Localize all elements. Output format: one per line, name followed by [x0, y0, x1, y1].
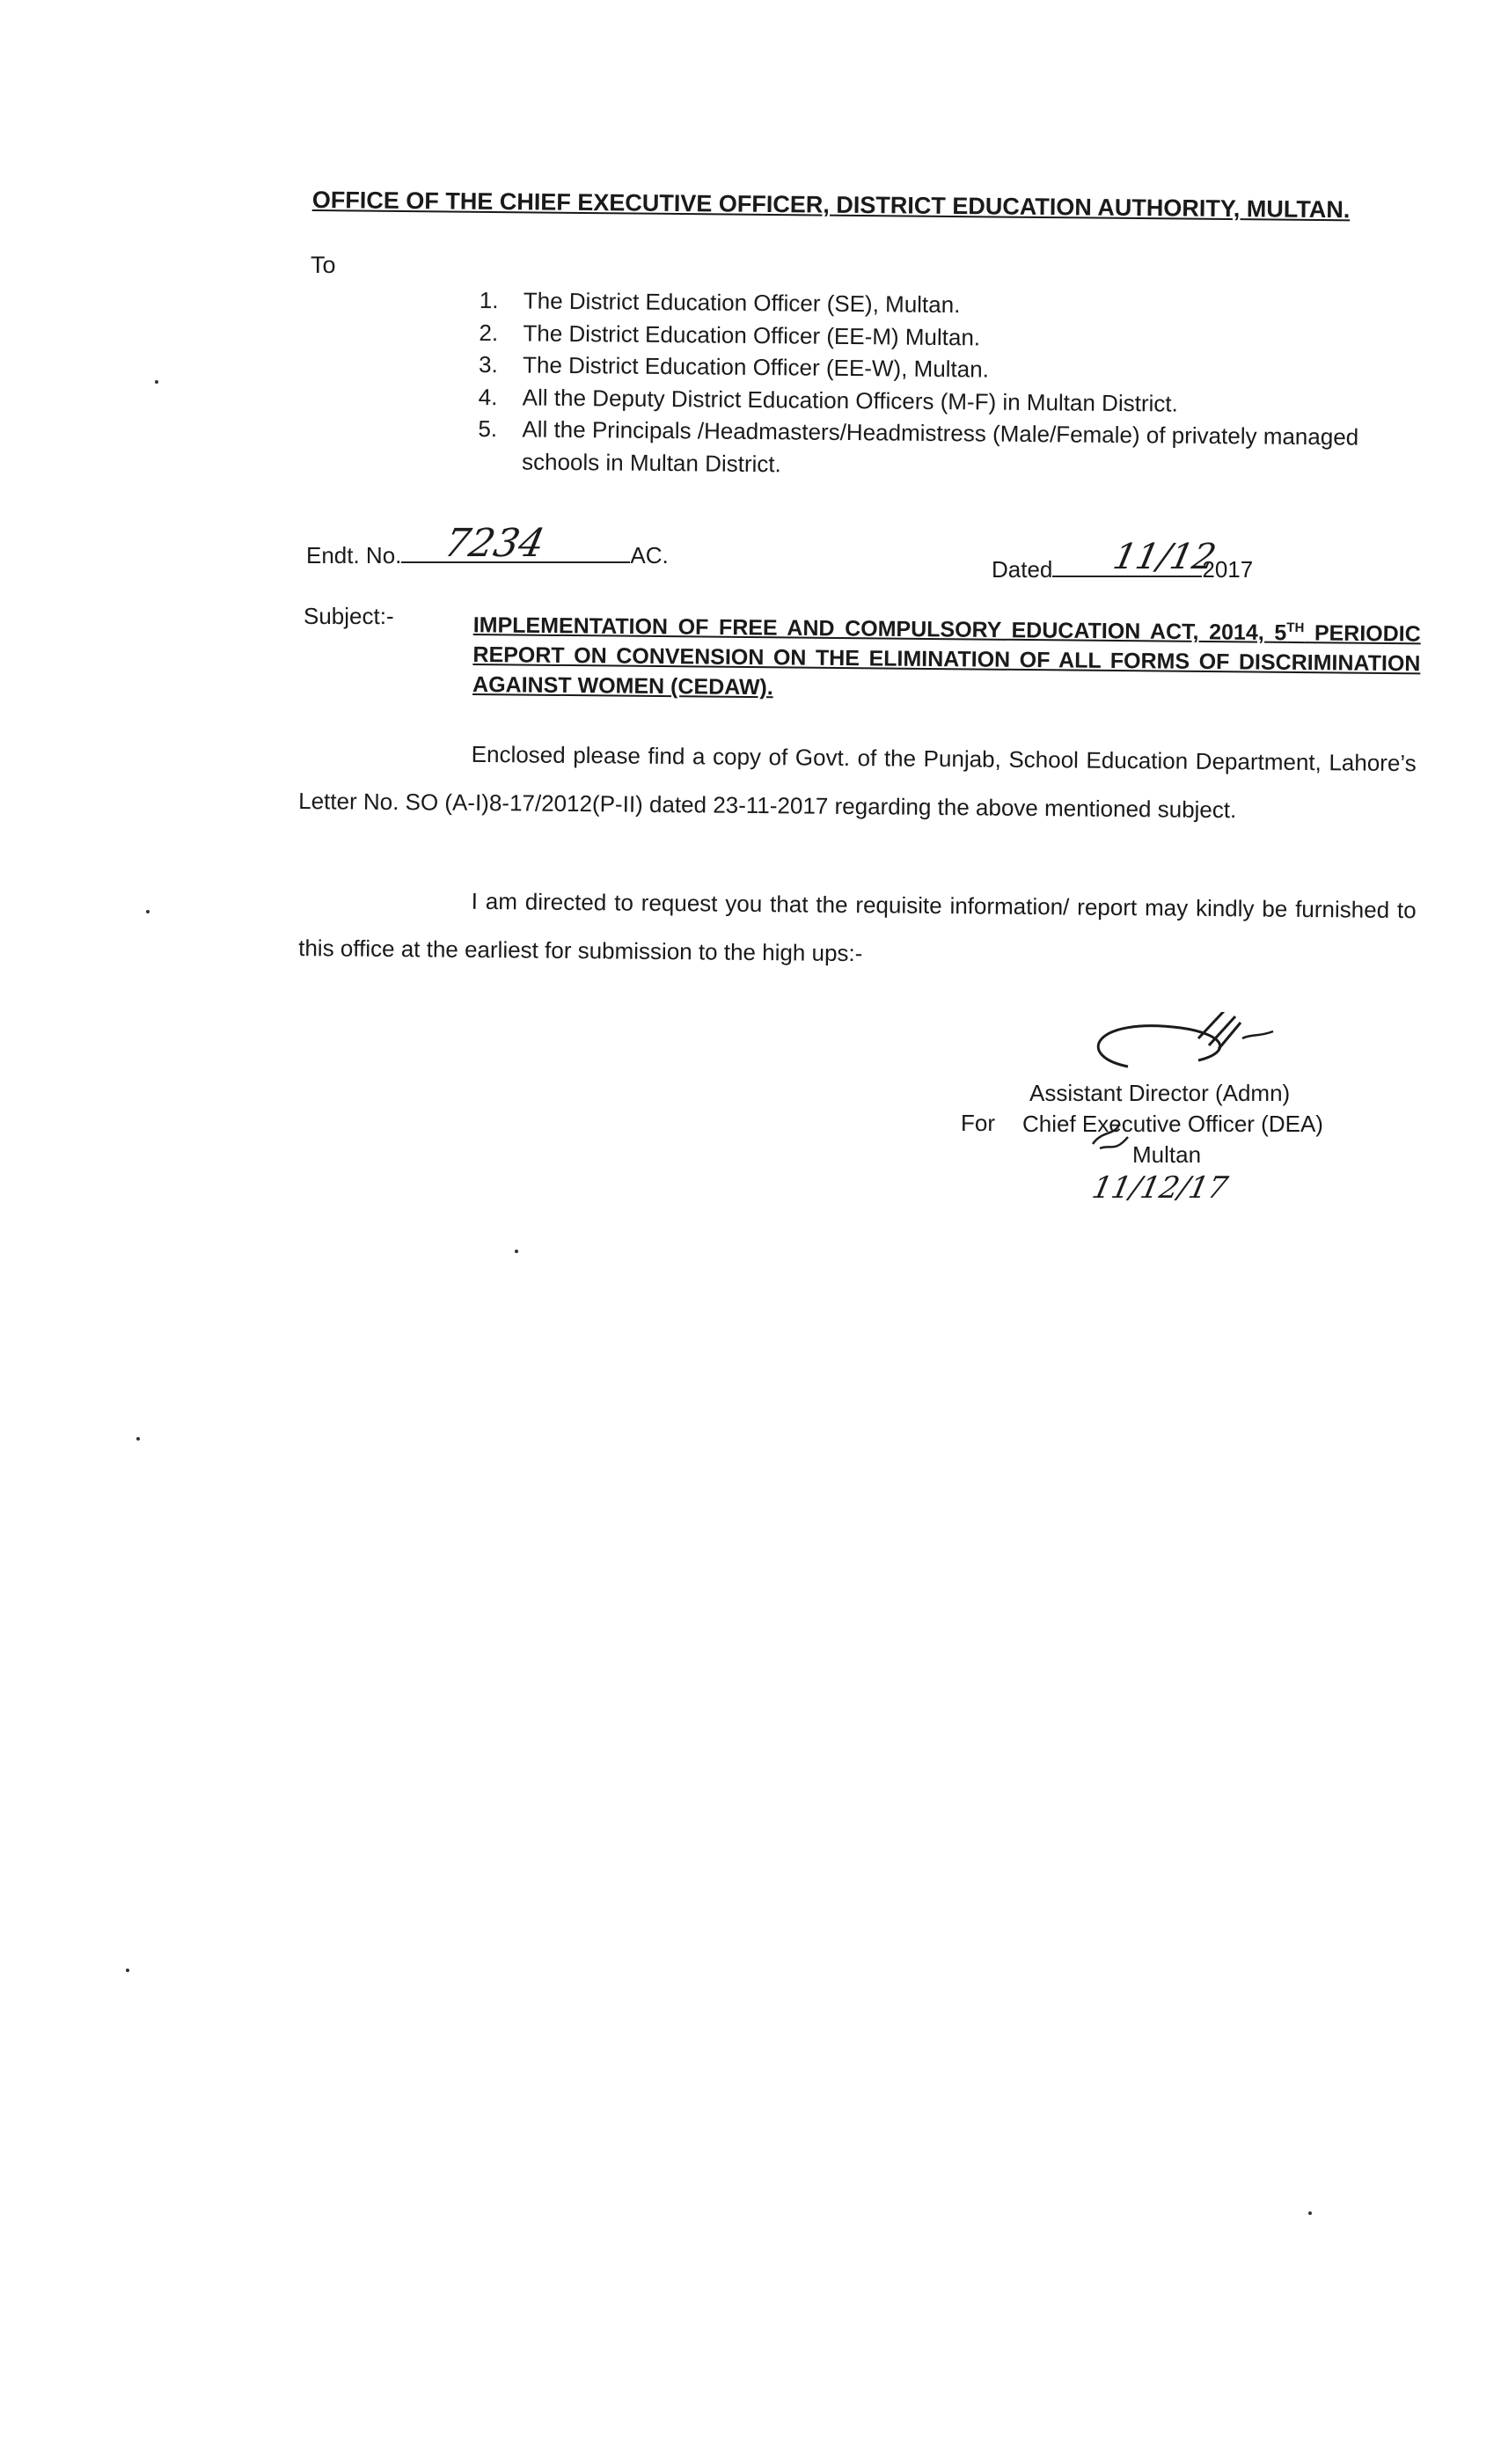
paragraph-2-text: I am directed to request you that the requisite information/ report may kindly be furnished to this office at the earliest for submission to the high ups:-	[298, 887, 1417, 967]
recipient-number: 4.	[478, 383, 498, 410]
paragraph-enclosure	[298, 729, 1417, 836]
recipient-text: The District Education Officer (EE-M) Multan.	[523, 319, 981, 350]
recipient-text: The District Education Officer (EE-W), Multan.	[522, 351, 990, 383]
designation-ceo: Chief Executive Officer (DEA)	[1022, 1111, 1323, 1137]
scan-speck	[1308, 2211, 1312, 2215]
endt-blank	[401, 521, 630, 566]
paragraph-request	[298, 876, 1417, 983]
dated-label: Dated	[992, 556, 1053, 583]
dated-blank	[1052, 537, 1220, 577]
scan-speck	[146, 910, 150, 913]
scan-speck	[155, 380, 158, 384]
paragraph-1-text: Enclosed please find a copy of Govt. of the Punjab, School Education Department, Lahore’s Letter No. SO (A-I)8-17/2012(P-II) dated 23-11-2017 regarding the above mentioned subject.	[298, 740, 1417, 824]
dated-field	[992, 537, 1254, 583]
office-heading: OFFICE OF THE CHIEF EXECUTIVE OFFICER, DISTRICT EDUCATION AUTHORITY, MULTAN.	[311, 187, 1351, 224]
subject-text	[472, 605, 1421, 709]
scan-speck	[136, 1437, 140, 1441]
scan-speck	[515, 1250, 518, 1253]
subject-rest: PERIODIC REPORT ON CONVENSION ON THE ELIMINATION OF ALL FORMS OF DISCRIMINATION AGAINST WOMEN (CEDAW).	[472, 620, 1421, 700]
to-label: To	[311, 252, 336, 278]
designation-assistant-director: Assistant Director (Admn)	[1029, 1080, 1291, 1106]
recipient-number: 3.	[478, 350, 498, 378]
dated-year: 2017	[1202, 556, 1254, 583]
scan-speck	[126, 1969, 129, 1972]
recipient-item	[478, 413, 1429, 486]
subject-label: Subject:-	[304, 603, 394, 629]
endorsement-number	[306, 521, 669, 569]
subject-main: IMPLEMENTATION OF FREE AND COMPULSORY EDUCATION ACT, 2014, 5	[472, 612, 1287, 646]
recipient-number: 1.	[479, 286, 499, 314]
recipient-text: All the Principals /Headmasters/Headmistress (Male/Female) of privately managed schools in Multan District.	[521, 415, 1359, 477]
subject-superscript: TH	[1286, 620, 1305, 636]
for-label: For	[961, 1110, 995, 1136]
signature-block	[961, 1012, 1453, 1214]
endt-suffix: AC.	[630, 542, 669, 568]
recipient-number: 5.	[478, 414, 498, 443]
recipient-text: All the Deputy District Education Officers (M-F) in Multan District.	[522, 383, 1178, 417]
recipient-number: 2.	[479, 319, 499, 346]
recipients-list	[478, 284, 1430, 486]
recipient-text: The District Education Officer (SE), Multan.	[523, 287, 961, 319]
endt-handwritten-number: 7234	[440, 521, 549, 566]
signature-handwritten-date: 11/12/17	[1088, 1170, 1231, 1206]
endt-label: Endt. No.	[306, 542, 402, 568]
dated-handwritten: 11/12	[1109, 537, 1220, 577]
designation-multan: Multan	[1132, 1141, 1202, 1168]
